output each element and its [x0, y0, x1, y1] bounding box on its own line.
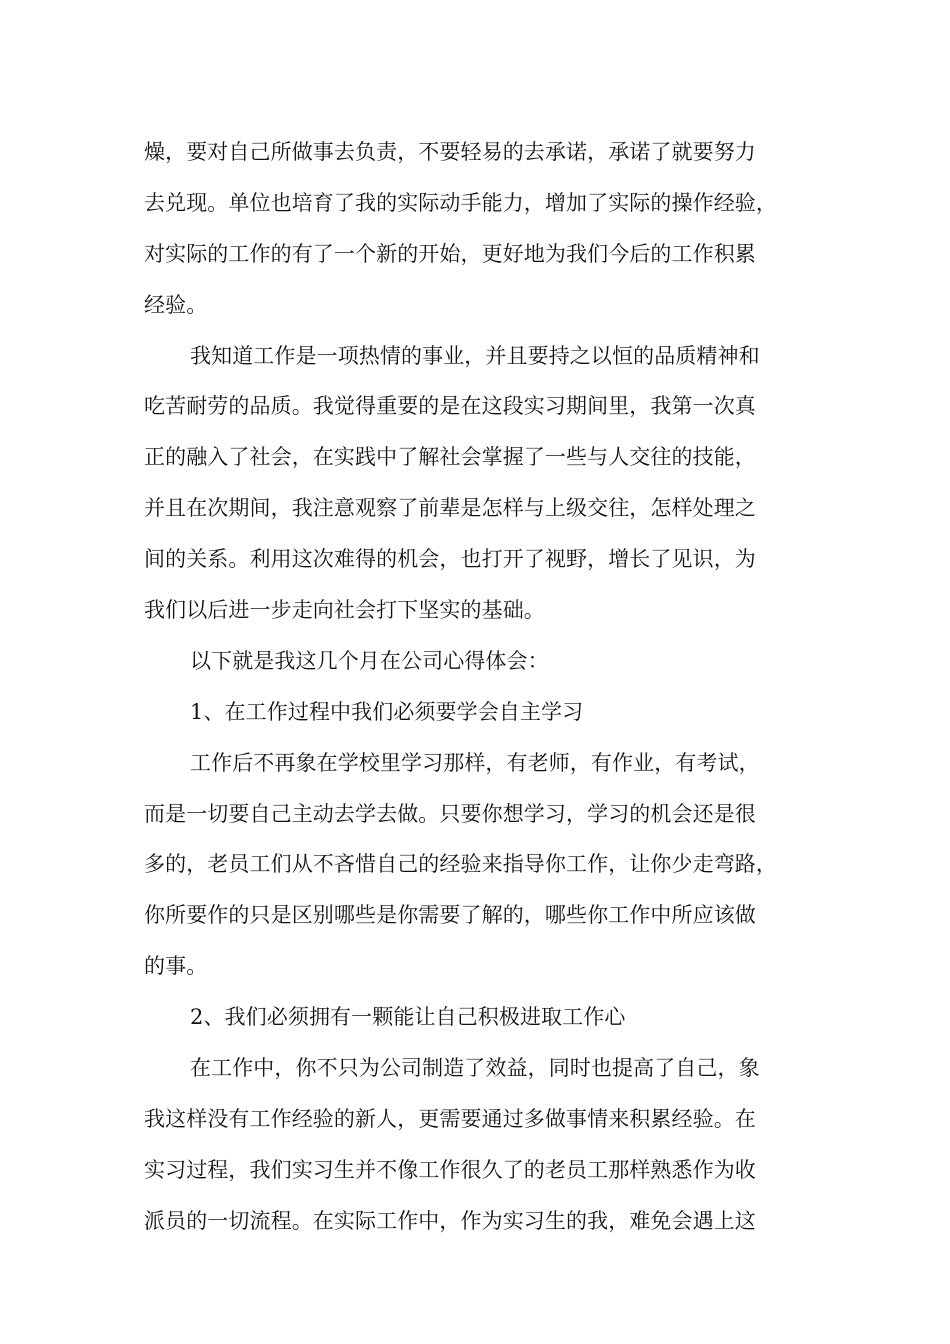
- text-line: 派员的一切流程。在实际工作中，作为实习生的我，难免会遇上这: [144, 1208, 756, 1233]
- text-line: 对实际的工作的有了一个新的开始，更好地为我们今后的工作积累: [144, 241, 756, 266]
- text-line: 经验。: [144, 292, 208, 317]
- text-line: 多的，老员工们从不吝惜自己的经验来指导你工作，让你少走弯路，: [144, 852, 777, 877]
- text-line: 吃苦耐劳的品质。我觉得重要的是在这段实习期间里，我第一次真: [144, 394, 756, 419]
- text-line: 的事。: [144, 954, 208, 979]
- text-line: 正的融入了社会，在实践中了解社会掌握了一些与人交往的技能，: [144, 445, 756, 470]
- document-body: [144, 127, 809, 1247]
- text-line: 我这样没有工作经验的新人，更需要通过多做事情来积累经验。在: [144, 1106, 756, 1131]
- text-line: 并且在次期间，我注意观察了前辈是怎样与上级交往，怎样处理之: [144, 496, 756, 521]
- paragraph-start-line: 我知道工作是一项热情的事业，并且要持之以恒的品质精神和: [190, 343, 760, 368]
- text-line: 你所要作的只是区别哪些是你需要了解的，哪些你工作中所应该做: [144, 903, 756, 928]
- text-line: 间的关系。利用这次难得的机会，也打开了视野，增长了见识，为: [144, 547, 756, 572]
- section-heading-2: 2、我们必须拥有一颗能让自己积极进取工作心: [190, 1005, 626, 1030]
- text-line: 而是一切要自己主动去学去做。只要你想学习，学习的机会还是很: [144, 801, 756, 826]
- paragraph-start-line: 以下就是我这几个月在公司心得体会：: [190, 648, 549, 673]
- text-line: 我们以后进一步走向社会打下坚实的基础。: [144, 598, 545, 623]
- paragraph-start-line: 在工作中，你不只为公司制造了效益，同时也提高了自己，象: [190, 1056, 760, 1081]
- text-line: 燥，要对自己所做事去负责，不要轻易的去承诺，承诺了就要努力: [144, 140, 756, 164]
- text-line: 去兑现。单位也培育了我的实际动手能力，增加了实际的操作经验，: [144, 190, 777, 215]
- text-line: 实习过程，我们实习生并不像工作很久了的老员工那样熟悉作为收: [144, 1157, 756, 1182]
- section-heading-1: 1、在工作过程中我们必须要学会自主学习: [190, 699, 584, 724]
- paragraph-start-line: 工作后不再象在学校里学习那样，有老师，有作业，有考试，: [190, 750, 760, 775]
